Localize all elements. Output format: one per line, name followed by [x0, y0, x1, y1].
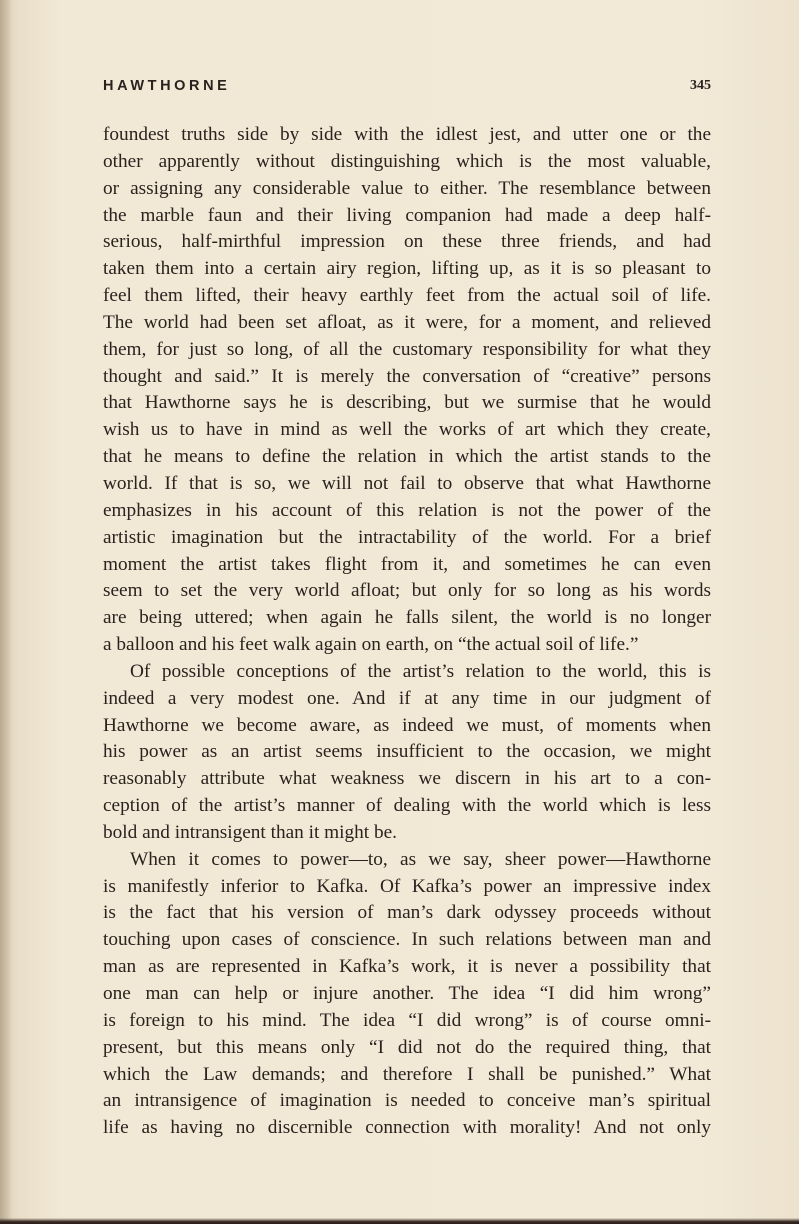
text-line: bold and intransigent than it might be.	[103, 821, 397, 843]
text-line: taken them into a certain airy region, lifting up, as it is so pleasant to	[103, 258, 711, 280]
running-head-title: HAWTHORNE	[103, 78, 231, 94]
paragraph-first-line: Of possible conceptions of the artist’s relation to the world, this is	[130, 660, 711, 682]
text-line: that Hawthorne says he is describing, but we surmise that he would	[103, 392, 711, 414]
text-line: or assigning any considerable value to either. The resemblance between	[103, 177, 711, 199]
text-line: feel them lifted, their heavy earthly feet from the actual soil of life.	[103, 285, 711, 307]
bottom-page-edge	[0, 1218, 799, 1224]
text-line: life as having no discernible connection with morality! And not only	[103, 1117, 711, 1139]
text-line: ception of the artist’s manner of dealing with the world which is less	[103, 795, 711, 817]
text-line: thought and said.” It is merely the conversation of “creative” persons	[103, 365, 711, 387]
text-line: are being uttered; when again he falls silent, the world is no longer	[103, 607, 711, 629]
text-line: that he means to define the relation in which the artist stands to the	[103, 446, 711, 468]
text-line: an intransigence of imagination is needed to conceive man’s spiritual	[103, 1090, 711, 1112]
body-text	[103, 122, 711, 1142]
text-line: them, for just so long, of all the customary responsibility for what they	[103, 338, 711, 360]
text-line: moment the artist takes flight from it, and sometimes he can even	[103, 553, 711, 575]
text-line: the marble faun and their living companion had made a deep half-	[103, 204, 711, 226]
text-line: artistic imagination but the intractability of the world. For a brief	[103, 526, 711, 548]
text-line: Hawthorne we become aware, as indeed we must, of moments when	[103, 714, 711, 736]
text-line: emphasizes in his account of this relation is not the power of the	[103, 499, 711, 521]
text-line: is the fact that his version of man’s dark odyssey proceeds without	[103, 902, 711, 924]
text-line: his power as an artist seems insufficient to the occasion, we might	[103, 741, 711, 763]
spine-shadow	[0, 0, 12, 1224]
text-line: touching upon cases of conscience. In such relations between man and	[103, 929, 711, 951]
text-line: is manifestly inferior to Kafka. Of Kafka’s power an impressive index	[103, 875, 711, 897]
text-line: world. If that is so, we will not fail to observe that what Hawthorne	[103, 472, 711, 494]
page-number: 345	[690, 78, 711, 93]
running-head	[103, 76, 711, 100]
text-line: present, but this means only “I did not do the required thing, that	[103, 1036, 711, 1058]
text-line: is foreign to his mind. The idea “I did wrong” is of course omni-	[103, 1009, 711, 1031]
text-line: The world had been set afloat, as it were, for a moment, and relieved	[103, 311, 711, 333]
text-line: a balloon and his feet walk again on earth, on “the actual soil of life.”	[103, 634, 639, 656]
text-line: serious, half-mirthful impression on these three friends, and had	[103, 231, 711, 253]
text-line: man as are represented in Kafka’s work, it is never a possibility that	[103, 956, 711, 978]
text-line: other apparently without distinguishing which is the most valuable,	[103, 150, 711, 172]
text-line: seem to set the very world afloat; but only for so long as his words	[103, 580, 711, 602]
text-line: one man can help or injure another. The idea “I did him wrong”	[103, 983, 711, 1004]
text-line: indeed a very modest one. And if at any time in our judgment of	[103, 687, 711, 709]
text-line: foundest truths side by side with the idlest jest, and utter one or the	[103, 124, 711, 145]
text-line: reasonably attribute what weakness we discern in his art to a con-	[103, 768, 711, 790]
text-line: which the Law demands; and therefore I shall be punished.” What	[103, 1063, 711, 1085]
paragraph-first-line: When it comes to power—to, as we say, sheer power—Hawthorne	[130, 848, 711, 870]
text-line: wish us to have in mind as well the works of art which they create,	[103, 419, 711, 441]
